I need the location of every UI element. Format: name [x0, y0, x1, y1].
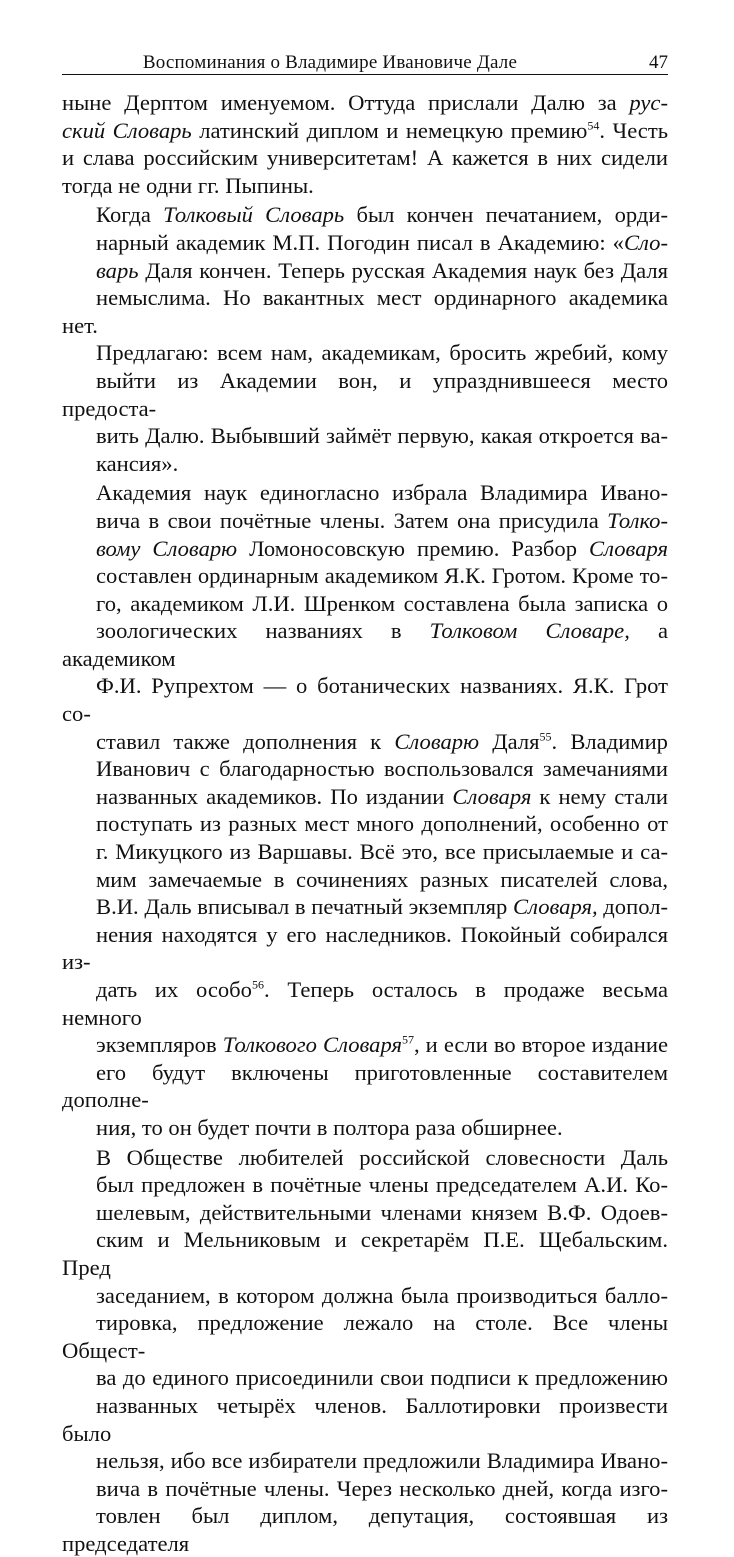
text-run: го, академиком Л.И. Шренком составлена была записка о [96, 590, 668, 616]
text-run: был кончен печатанием, орди- [344, 202, 668, 228]
footnote-ref: 57 [401, 1032, 414, 1047]
text-line [62, 810, 668, 838]
text-run: кансия». [96, 450, 179, 476]
text-line [62, 1475, 668, 1503]
text-run: дать их особо [96, 977, 252, 1002]
paragraph [62, 1144, 668, 1557]
text-run: составлен ординарным академиком Я.К. Гротом. Кроме то- [96, 563, 668, 589]
text-run: Когда [96, 202, 164, 228]
text-run: Даля [479, 728, 540, 754]
text-line [62, 838, 668, 866]
text-line [62, 1309, 668, 1364]
italic-title: Словаря [589, 535, 668, 561]
text-run: был предложен в почётные члены председателем А.И. Ко- [96, 1172, 668, 1198]
text-run: нарный академик М.П. Погодин писал в Академию: « [96, 229, 624, 255]
text-run: Ф.И. Рупрехтом — о ботанических названиях. Я.К. Грот со- [62, 673, 668, 727]
text-line [62, 1364, 668, 1392]
running-header [62, 40, 668, 75]
text-line [62, 921, 668, 976]
text-run: заседанием, в котором должна была производиться балло- [96, 1282, 668, 1308]
text-run: В Обществе любителей российской словесности Даль [96, 1144, 668, 1170]
text-line [62, 1392, 668, 1447]
text-line [62, 367, 668, 422]
text-line [62, 339, 668, 367]
text-run: ва до единого присоединили свои подписи к предложению [96, 1365, 668, 1391]
text-line [62, 257, 668, 285]
text-run: ставил также дополнения к [96, 728, 395, 754]
italic-title: рус- [629, 90, 668, 115]
text-line [62, 1114, 668, 1142]
text-line [62, 479, 668, 507]
text-run: поступать из разных мест много дополнений, особенно от [96, 811, 668, 837]
text-line [62, 117, 668, 145]
text-line [62, 229, 668, 257]
text-line [62, 535, 668, 563]
text-line [62, 89, 668, 117]
footnote-ref: 54 [587, 118, 600, 133]
body-text [62, 89, 668, 1557]
text-run: его будут включены приготовленные составителем дополне- [62, 1059, 668, 1113]
footnote-ref: 56 [251, 977, 264, 992]
italic-title: Сло- [623, 229, 668, 255]
text-line [62, 422, 668, 450]
text-line [62, 976, 668, 1031]
running-title: Воспоминания о Владимире Ивановиче Дале [142, 52, 518, 73]
text-line [62, 590, 668, 618]
text-run: латинский диплом и немецкую премию [191, 117, 588, 143]
text-run: . Владимир [551, 728, 668, 754]
text-line [62, 617, 668, 672]
text-run: немыслима. Но вакантных мест ординарного академика нет. [62, 285, 668, 338]
italic-title: Толковом Словаре, [429, 618, 630, 644]
paragraph [62, 479, 668, 1141]
text-line [62, 783, 668, 811]
text-line [62, 1144, 668, 1172]
text-line [62, 284, 668, 339]
text-run: названных четырёх членов. Баллотировки произвести было [62, 1392, 668, 1446]
text-line [62, 450, 668, 478]
text-run: Ломоносовскую премию. Разбор [237, 535, 590, 561]
text-line [62, 1502, 668, 1557]
text-run: выйти из Академии вон, и упразднившееся место предоста- [62, 367, 668, 421]
text-line [62, 1059, 668, 1114]
text-run: мим замечаемые в сочинениях разных писателей слова, [96, 866, 668, 892]
text-line [62, 1447, 668, 1475]
text-run: г. Микуцкого из Варшавы. Всё это, все присылаемые и са- [96, 839, 668, 865]
text-run: зоологических названиях в [96, 618, 430, 644]
italic-title: Толкового Словаря [222, 1032, 402, 1058]
text-line [62, 144, 668, 172]
text-run: ским и Мельниковым и секретарём П.Е. Щебальским. Пред [62, 1227, 668, 1280]
text-run: тировка, предложение лежало на столе. Все члены Общест- [62, 1310, 668, 1363]
text-run: . Теперь осталось в продаже весьма немного [62, 977, 668, 1030]
text-line [62, 201, 668, 229]
italic-title: Словаря, [513, 894, 598, 920]
text-line [62, 1171, 668, 1199]
text-run: нельзя, ибо все избиратели предложили Владимира Ивано- [96, 1448, 668, 1474]
text-run: Предлагаю: всем нам, академикам, бросить жребий, кому [96, 340, 668, 366]
text-run: ныне Дерптом именуемом. Оттуда прислали Далю за [62, 90, 630, 115]
text-run: Академия наук единогласно избрала Владимира Ивано- [96, 480, 668, 506]
text-run: а академиком [62, 618, 668, 671]
text-run: вича в свои почётные члены. Затем она присудила [96, 507, 608, 533]
text-run: экземпляров [96, 1032, 223, 1058]
text-line [62, 755, 668, 783]
text-run: допол- [597, 894, 668, 920]
italic-title: варь [96, 257, 139, 283]
text-line [62, 1226, 668, 1281]
text-line [62, 1282, 668, 1310]
text-run: вить Далю. Выбывший займёт первую, какая откроется ва- [96, 423, 668, 449]
book-page [62, 40, 668, 1557]
italic-title: Словаря [452, 783, 532, 809]
italic-title: Толко- [607, 507, 668, 533]
text-line [62, 893, 668, 921]
text-run: нения находятся у его наследников. Покойный собирался из- [62, 921, 668, 975]
text-line [62, 562, 668, 590]
footnote-ref: 55 [539, 729, 552, 744]
text-line [62, 1199, 668, 1227]
italic-title: Словарю [394, 728, 479, 754]
text-run: . Честь [599, 117, 668, 143]
text-line [62, 507, 668, 535]
text-run: товлен был диплом, депутация, состоявшая из председателя [62, 1503, 668, 1556]
paragraph [62, 89, 668, 199]
text-line [62, 672, 668, 727]
italic-title: ский Словарь [62, 117, 192, 143]
text-run: ния, то он будет почти в полтора раза обширнее. [96, 1114, 563, 1140]
text-line [62, 1031, 668, 1059]
text-run: В.И. Даль вписывал в печатный экземпляр [96, 894, 513, 920]
text-run: шелевым, действительными членами князем В.Ф. Одоев- [96, 1199, 668, 1225]
italic-title: Толковый Словарь [163, 202, 345, 228]
text-run: вича в почётные члены. Через несколько дней, когда изго- [96, 1475, 668, 1501]
paragraph [62, 201, 668, 477]
italic-title: вому Словарю [96, 535, 238, 561]
text-run: названных академиков. По издании [96, 783, 453, 809]
text-line [62, 172, 668, 200]
text-line [62, 866, 668, 894]
text-run: Даля кончен. Теперь русская Академия наук без Даля [138, 257, 668, 283]
text-run: к нему стали [531, 783, 668, 809]
text-line [62, 728, 668, 756]
text-run: и слава российским университетам! А кажется в них сидели [62, 145, 668, 171]
text-run: тогда не одни гг. Пыпины. [62, 172, 314, 198]
text-run: Иванович с благодарностью воспользовался замечаниями [96, 756, 668, 782]
text-run: , и если во второе издание [413, 1032, 668, 1058]
page-number: 47 [649, 52, 668, 73]
